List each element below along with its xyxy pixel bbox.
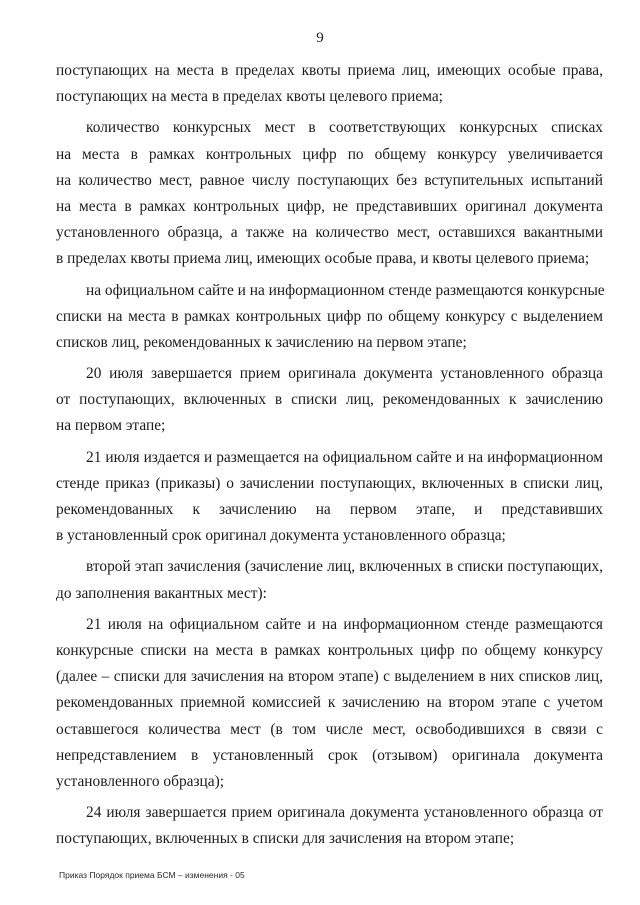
paragraph-6 — [56, 554, 603, 606]
text-line: 20 июля завершается прием оригинала документа установленного образца — [86, 365, 603, 383]
document-body — [56, 58, 603, 852]
text-line: поступающих, включенных в списки для зачисления на втором этапе; — [56, 830, 515, 848]
text-line: непредставлением в установленный срок (отзывом) оригинала документа — [56, 746, 603, 764]
text-line: поступающих на места в пределах квоты целевого приема; — [56, 88, 443, 106]
text-line: в установленный срок оригинал документа установленного образца; — [56, 527, 506, 545]
text-line: количество конкурсных мест в соответствующих конкурсных списках — [86, 119, 603, 137]
paragraph-3 — [56, 278, 603, 357]
text-line: 21 июля на официальном сайте и на информационном стенде размещаются — [86, 615, 603, 633]
text-line: рекомендованных приемной комиссией к зачислению на втором этапе с учетом — [56, 694, 603, 712]
text-line: второй этап зачисления (зачисление лиц, включенных в списки поступающих, — [86, 558, 603, 576]
text-line: конкурсные списки на места в рамках контрольных цифр по общему конкурсу — [56, 641, 603, 659]
paragraph-4 — [56, 361, 603, 440]
paragraph-8 — [56, 800, 603, 852]
page-number: 9 — [316, 30, 324, 46]
text-line: 21 июля издается и размещается на официальном сайте и на информационном — [86, 448, 603, 466]
document-footer: Приказ Порядок приема БСМ – изменения - 05 — [59, 870, 245, 880]
text-line: списки на места в рамках контрольных цифр по общему конкурсу с выделением — [56, 307, 603, 325]
text-line: стенде приказ (приказы) о зачислении поступающих, включенных в списки лиц, — [56, 474, 603, 492]
text-line: (далее – списки для зачисления на втором этапе) с выделением в них списков лиц, — [56, 668, 603, 686]
text-line: на первом этапе; — [56, 417, 166, 435]
text-line: установленного образца, а также на количество мест, оставшихся вакантными — [56, 224, 603, 242]
text-line: до заполнения вакантных мест): — [56, 584, 267, 602]
text-line: на официальном сайте и на информационном стенде размещаются конкурсные — [86, 281, 605, 299]
paragraph-5 — [56, 445, 603, 550]
paragraph-7 — [56, 612, 603, 795]
text-line: установленного образца); — [56, 772, 225, 790]
text-line: на места в рамках контрольных цифр по общему конкурсу увеличивается — [56, 145, 603, 163]
text-line: 24 июля завершается прием оригинала документа установленного образца от — [86, 804, 603, 822]
text-line: на количество мест, равное числу поступающих без вступительных испытаний — [56, 171, 603, 189]
text-line: поступающих на места в пределах квоты приема лиц, имеющих особые права, — [56, 62, 603, 79]
text-line: от поступающих, включенных в списки лиц, рекомендованных к зачислению — [56, 391, 603, 409]
text-line: рекомендованных к зачислению на первом этапе, и представивших — [56, 501, 603, 518]
text-line: оставшегося количества мест (в том числе мест, освободившихся в связи с — [56, 720, 603, 738]
text-line: на места в рамках контрольных цифр, не представивших оригинал документа — [56, 197, 603, 215]
text-line: списков лиц, рекомендованных к зачислению на первом этапе; — [56, 333, 467, 351]
text-line: в пределах квоты приема лиц, имеющих особые права, и квоты целевого приема; — [56, 250, 590, 268]
paragraph-2 — [56, 115, 603, 272]
paragraph-1 — [56, 58, 603, 110]
